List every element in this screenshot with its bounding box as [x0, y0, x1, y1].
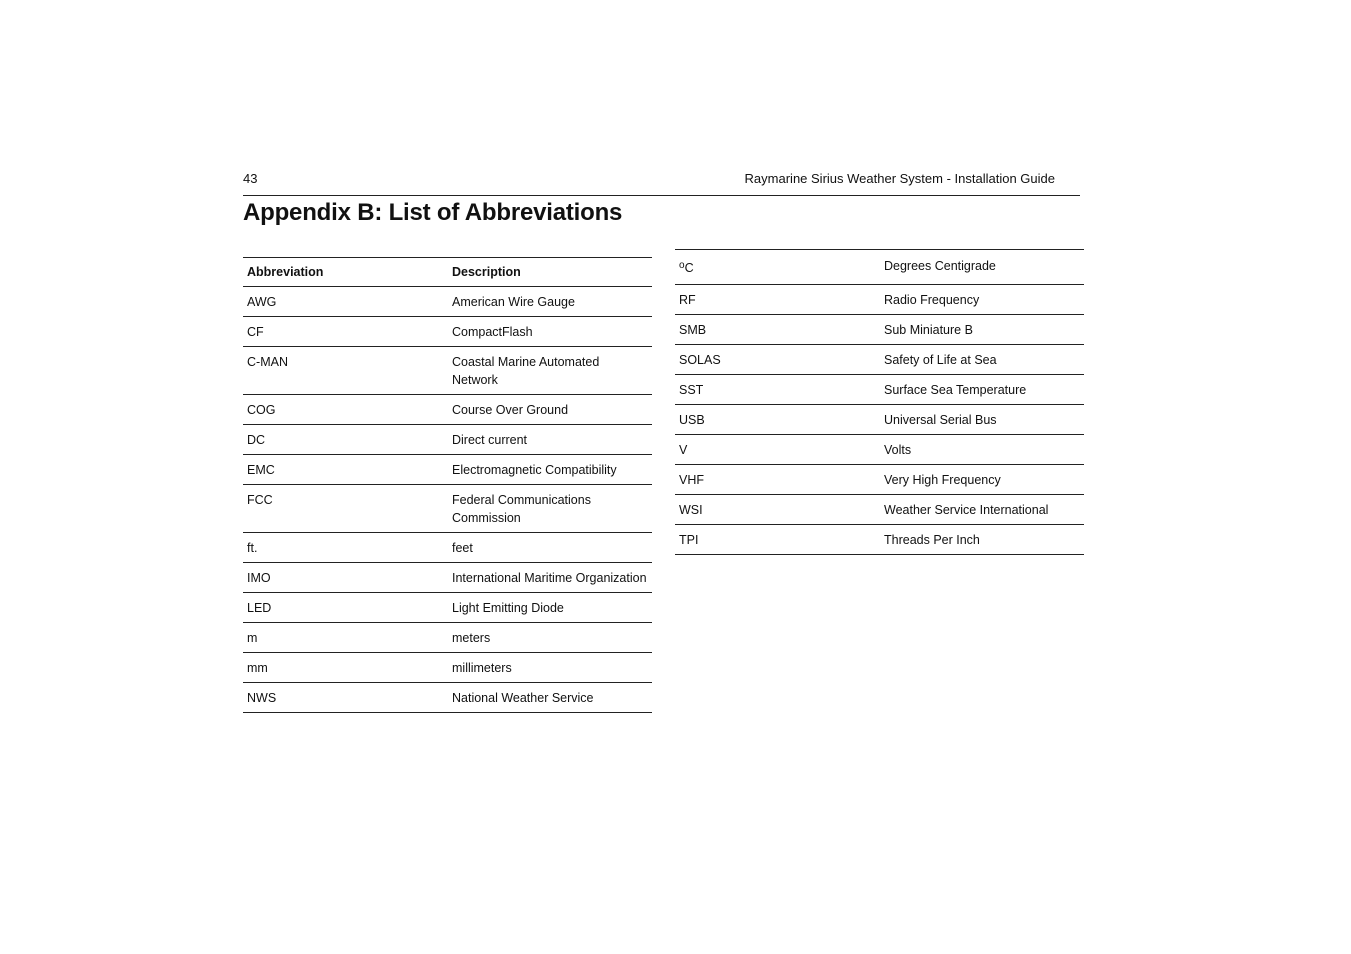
- description-cell: National Weather Service: [448, 683, 652, 713]
- table-row: [675, 525, 1084, 555]
- abbreviation-cell: IMO: [243, 563, 448, 593]
- header-rule: [243, 195, 1080, 196]
- description-cell: Very High Frequency: [880, 465, 1084, 495]
- abbreviation-cell: C-MAN: [243, 347, 448, 395]
- table-row: [675, 375, 1084, 405]
- degree-symbol: o: [679, 260, 685, 271]
- table-row: [243, 347, 652, 395]
- table-row: [243, 395, 652, 425]
- abbreviation-cell: NWS: [243, 683, 448, 713]
- description-cell: Course Over Ground: [448, 395, 652, 425]
- abbreviation-cell: V: [675, 435, 880, 465]
- description-cell: Light Emitting Diode: [448, 593, 652, 623]
- abbreviation-cell: FCC: [243, 485, 448, 533]
- table-row: [243, 287, 652, 317]
- description-cell: Safety of Life at Sea: [880, 345, 1084, 375]
- table-row: [675, 345, 1084, 375]
- abbreviation-cell: EMC: [243, 455, 448, 485]
- table-row: [675, 315, 1084, 345]
- description-cell: Electromagnetic Compatibility: [448, 455, 652, 485]
- abbreviation-cell: mm: [243, 653, 448, 683]
- description-cell: Coastal Marine Automated Network: [448, 347, 652, 395]
- table-row: [243, 485, 652, 533]
- abbreviation-cell: TPI: [675, 525, 880, 555]
- abbreviation-cell: USB: [675, 405, 880, 435]
- table-row: [243, 653, 652, 683]
- abbreviation-cell: SST: [675, 375, 880, 405]
- description-cell: millimeters: [448, 653, 652, 683]
- abbreviation-cell: LED: [243, 593, 448, 623]
- abbreviation-cell: SOLAS: [675, 345, 880, 375]
- table-row: [675, 465, 1084, 495]
- description-cell: Direct current: [448, 425, 652, 455]
- description-cell: Degrees Centigrade: [880, 250, 1084, 285]
- description-cell: Radio Frequency: [880, 285, 1084, 315]
- table-row: [243, 563, 652, 593]
- description-cell: CompactFlash: [448, 317, 652, 347]
- table-row: [243, 623, 652, 653]
- abbreviations-table-left: [243, 257, 652, 713]
- abbreviations-table-right: [675, 249, 1084, 555]
- table-row: [243, 425, 652, 455]
- table-row: [243, 683, 652, 713]
- description-cell: American Wire Gauge: [448, 287, 652, 317]
- description-cell: International Maritime Organization: [448, 563, 652, 593]
- degree-unit: C: [684, 261, 694, 275]
- abbreviation-cell: WSI: [675, 495, 880, 525]
- description-cell: meters: [448, 623, 652, 653]
- table-row: [675, 405, 1084, 435]
- description-cell: feet: [448, 533, 652, 563]
- description-cell: Federal Communications Commission: [448, 485, 652, 533]
- table-row: [243, 593, 652, 623]
- abbreviation-cell: m: [243, 623, 448, 653]
- abbreviation-cell: DC: [243, 425, 448, 455]
- description-cell: Volts: [880, 435, 1084, 465]
- abbreviation-cell: [675, 250, 880, 285]
- description-cell: Surface Sea Temperature: [880, 375, 1084, 405]
- table-row: [675, 250, 1084, 285]
- table-row: [675, 435, 1084, 465]
- column-header-abbreviation: Abbreviation: [243, 258, 448, 287]
- abbreviation-cell: COG: [243, 395, 448, 425]
- abbreviation-cell: RF: [675, 285, 880, 315]
- page-number: 43: [243, 171, 258, 186]
- abbreviation-cell: ft.: [243, 533, 448, 563]
- page-title: Appendix B: List of Abbreviations: [243, 199, 623, 226]
- table-row: [243, 455, 652, 485]
- table-row: [675, 285, 1084, 315]
- running-header: Raymarine Sirius Weather System - Installation Guide: [744, 171, 1055, 186]
- table-header-row: [243, 258, 652, 287]
- table-row: [243, 533, 652, 563]
- abbreviation-cell: AWG: [243, 287, 448, 317]
- abbreviation-cell: VHF: [675, 465, 880, 495]
- description-cell: Threads Per Inch: [880, 525, 1084, 555]
- description-cell: Sub Miniature B: [880, 315, 1084, 345]
- description-cell: Weather Service International: [880, 495, 1084, 525]
- abbreviation-cell: SMB: [675, 315, 880, 345]
- column-header-description: Description: [448, 258, 652, 287]
- table-row: [675, 495, 1084, 525]
- abbreviation-cell: CF: [243, 317, 448, 347]
- table-row: [243, 317, 652, 347]
- description-cell: Universal Serial Bus: [880, 405, 1084, 435]
